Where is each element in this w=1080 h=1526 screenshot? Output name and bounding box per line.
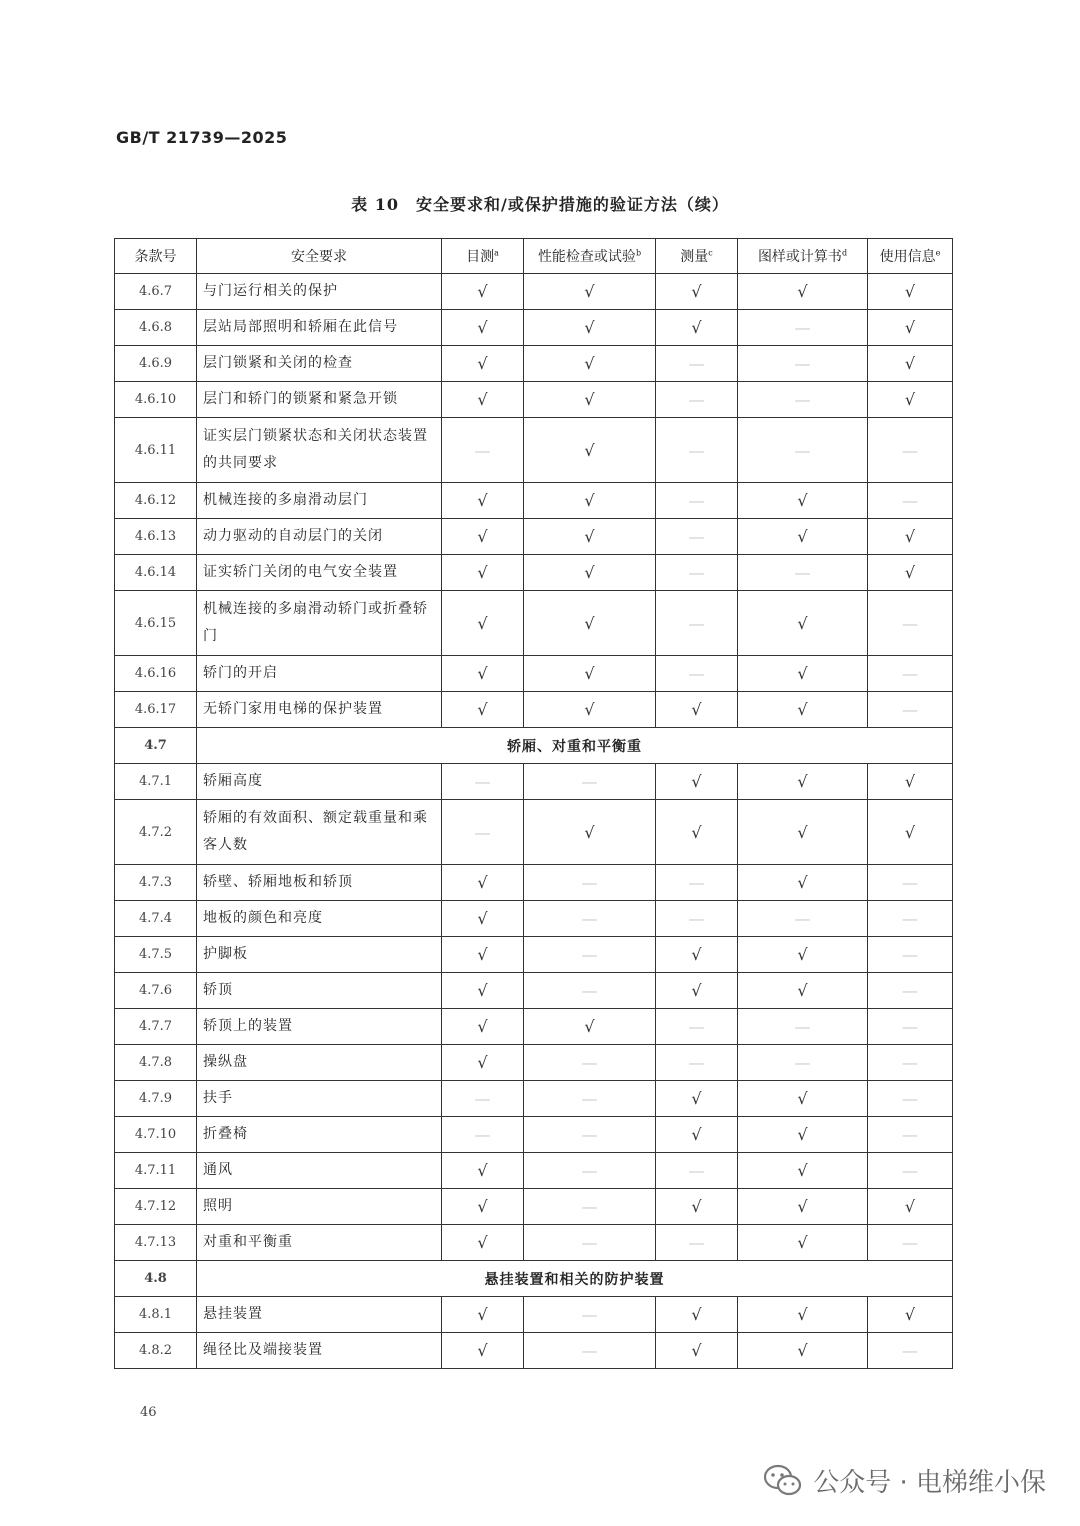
dash-mark: — — [868, 865, 953, 901]
dash-mark: — — [868, 1081, 953, 1117]
column-header: 目测$^a$ — [442, 239, 524, 274]
dash-mark: — — [524, 1333, 656, 1369]
dash-mark: — — [868, 656, 953, 692]
column-header: 安全要求 — [197, 239, 442, 274]
requirement-text: 机械连接的多扇滑动层门 — [197, 483, 442, 519]
column-header: 图样或计算书$^d$ — [738, 239, 868, 274]
section-title: 轿厢、对重和平衡重 — [197, 728, 953, 764]
check-mark: √ — [738, 1189, 868, 1225]
dash-mark: — — [656, 656, 738, 692]
dash-mark: — — [656, 1153, 738, 1189]
dash-mark: — — [868, 901, 953, 937]
table-row — [115, 346, 953, 382]
check-mark: √ — [524, 656, 656, 692]
clause-number: 4.7.4 — [115, 901, 197, 937]
requirement-text: 层站局部照明和轿厢在此信号 — [197, 310, 442, 346]
clause-number: 4.7.12 — [115, 1189, 197, 1225]
requirement-text: 机械连接的多扇滑动轿门或折叠轿门 — [197, 591, 442, 656]
standard-code: GB/T 21739—2025 — [116, 128, 288, 147]
table-row — [115, 274, 953, 310]
clause-number: 4.8 — [115, 1261, 197, 1297]
clause-number: 4.7.5 — [115, 937, 197, 973]
wechat-icon — [763, 1464, 803, 1498]
check-mark: √ — [442, 310, 524, 346]
clause-number: 4.7.9 — [115, 1081, 197, 1117]
column-header: 性能检查或试验$^b$ — [524, 239, 656, 274]
check-mark: √ — [442, 346, 524, 382]
table-row — [115, 418, 953, 483]
requirement-text: 操纵盘 — [197, 1045, 442, 1081]
clause-number: 4.6.11 — [115, 418, 197, 483]
check-mark: √ — [442, 973, 524, 1009]
dash-mark: — — [738, 1009, 868, 1045]
clause-number: 4.6.12 — [115, 483, 197, 519]
dash-mark: — — [524, 1297, 656, 1333]
table-row — [115, 937, 953, 973]
dash-mark: — — [524, 1117, 656, 1153]
requirement-text: 轿厢的有效面积、额定载重量和乘客人数 — [197, 800, 442, 865]
check-mark: √ — [738, 937, 868, 973]
clause-number: 4.7 — [115, 728, 197, 764]
requirement-text: 轿顶上的装置 — [197, 1009, 442, 1045]
check-mark: √ — [442, 901, 524, 937]
table-row — [115, 973, 953, 1009]
dash-mark: — — [442, 764, 524, 800]
dash-mark: — — [868, 1045, 953, 1081]
section-row — [115, 728, 953, 764]
table-row — [115, 1297, 953, 1333]
requirement-text: 对重和平衡重 — [197, 1225, 442, 1261]
check-mark: √ — [442, 1225, 524, 1261]
check-mark: √ — [656, 692, 738, 728]
section-title: 悬挂装置和相关的防护装置 — [197, 1261, 953, 1297]
requirement-text: 轿门的开启 — [197, 656, 442, 692]
clause-number: 4.7.3 — [115, 865, 197, 901]
clause-number: 4.8.2 — [115, 1333, 197, 1369]
dash-mark: — — [524, 1225, 656, 1261]
requirement-text: 折叠椅 — [197, 1117, 442, 1153]
requirement-text: 扶手 — [197, 1081, 442, 1117]
table-row — [115, 692, 953, 728]
requirement-text: 轿顶 — [197, 973, 442, 1009]
check-mark: √ — [868, 800, 953, 865]
check-mark: √ — [656, 310, 738, 346]
requirement-text: 绳径比及端接装置 — [197, 1333, 442, 1369]
check-mark: √ — [442, 555, 524, 591]
check-mark: √ — [738, 274, 868, 310]
dash-mark: — — [442, 1081, 524, 1117]
dash-mark: — — [868, 1117, 953, 1153]
table-row — [115, 1153, 953, 1189]
table-row — [115, 591, 953, 656]
check-mark: √ — [868, 346, 953, 382]
check-mark: √ — [524, 382, 656, 418]
clause-number: 4.6.14 — [115, 555, 197, 591]
watermark — [763, 1462, 1046, 1499]
dash-mark: — — [738, 310, 868, 346]
dash-mark: — — [524, 1081, 656, 1117]
check-mark: √ — [656, 937, 738, 973]
dash-mark: — — [656, 382, 738, 418]
check-mark: √ — [524, 1009, 656, 1045]
dash-mark: — — [442, 800, 524, 865]
check-mark: √ — [442, 937, 524, 973]
clause-number: 4.7.1 — [115, 764, 197, 800]
check-mark: √ — [656, 764, 738, 800]
dash-mark: — — [868, 937, 953, 973]
table-row — [115, 1225, 953, 1261]
dash-mark: — — [738, 382, 868, 418]
check-mark: √ — [524, 555, 656, 591]
check-mark: √ — [442, 274, 524, 310]
table-row — [115, 764, 953, 800]
table-row — [115, 1117, 953, 1153]
table-row — [115, 555, 953, 591]
check-mark: √ — [656, 973, 738, 1009]
check-mark: √ — [738, 692, 868, 728]
dash-mark: — — [868, 973, 953, 1009]
check-mark: √ — [738, 1153, 868, 1189]
dash-mark: — — [868, 1333, 953, 1369]
check-mark: √ — [524, 800, 656, 865]
check-mark: √ — [738, 591, 868, 656]
check-mark: √ — [524, 483, 656, 519]
dash-mark: — — [738, 1045, 868, 1081]
requirement-text: 悬挂装置 — [197, 1297, 442, 1333]
clause-number: 4.7.2 — [115, 800, 197, 865]
clause-number: 4.7.8 — [115, 1045, 197, 1081]
clause-number: 4.6.15 — [115, 591, 197, 656]
table-row — [115, 865, 953, 901]
check-mark: √ — [442, 1189, 524, 1225]
check-mark: √ — [524, 692, 656, 728]
check-mark: √ — [738, 1117, 868, 1153]
dash-mark: — — [524, 1153, 656, 1189]
dash-mark: — — [656, 519, 738, 555]
dash-mark: — — [524, 1189, 656, 1225]
check-mark: √ — [656, 1333, 738, 1369]
check-mark: √ — [738, 1297, 868, 1333]
check-mark: √ — [656, 800, 738, 865]
check-mark: √ — [868, 1297, 953, 1333]
check-mark: √ — [524, 418, 656, 483]
dash-mark: — — [442, 418, 524, 483]
dash-mark: — — [738, 418, 868, 483]
check-mark: √ — [524, 310, 656, 346]
dash-mark: — — [868, 1009, 953, 1045]
check-mark: √ — [738, 764, 868, 800]
clause-number: 4.7.13 — [115, 1225, 197, 1261]
check-mark: √ — [442, 865, 524, 901]
requirement-text: 动力驱动的自动层门的关闭 — [197, 519, 442, 555]
check-mark: √ — [442, 692, 524, 728]
clause-number: 4.6.17 — [115, 692, 197, 728]
dash-mark: — — [656, 1009, 738, 1045]
check-mark: √ — [738, 865, 868, 901]
requirement-text: 轿厢高度 — [197, 764, 442, 800]
table-row — [115, 1081, 953, 1117]
requirement-text: 层门锁紧和关闭的检查 — [197, 346, 442, 382]
check-mark: √ — [738, 1081, 868, 1117]
section-row — [115, 1261, 953, 1297]
requirement-text: 证实轿门关闭的电气安全装置 — [197, 555, 442, 591]
table-row — [115, 1009, 953, 1045]
dash-mark: — — [868, 1153, 953, 1189]
check-mark: √ — [442, 656, 524, 692]
requirement-text: 地板的颜色和亮度 — [197, 901, 442, 937]
clause-number: 4.6.16 — [115, 656, 197, 692]
check-mark: √ — [442, 1333, 524, 1369]
check-mark: √ — [868, 519, 953, 555]
dash-mark: — — [524, 973, 656, 1009]
column-header: 使用信息$^e$ — [868, 239, 953, 274]
clause-number: 4.6.10 — [115, 382, 197, 418]
table-row — [115, 901, 953, 937]
dash-mark: — — [868, 591, 953, 656]
check-mark: √ — [442, 519, 524, 555]
check-mark: √ — [442, 382, 524, 418]
dash-mark: — — [442, 1117, 524, 1153]
check-mark: √ — [442, 1009, 524, 1045]
clause-number: 4.7.11 — [115, 1153, 197, 1189]
check-mark: √ — [868, 310, 953, 346]
check-mark: √ — [738, 656, 868, 692]
check-mark: √ — [656, 1117, 738, 1153]
dash-mark: — — [656, 483, 738, 519]
dash-mark: — — [656, 1045, 738, 1081]
table-caption: 表 10 安全要求和/或保护措施的验证方法（续） — [351, 195, 729, 214]
table-row — [115, 519, 953, 555]
watermark-text: 公众号 · 电梯维小保 — [813, 1468, 1046, 1498]
clause-number: 4.7.10 — [115, 1117, 197, 1153]
requirement-text: 护脚板 — [197, 937, 442, 973]
check-mark: √ — [738, 519, 868, 555]
check-mark: √ — [524, 346, 656, 382]
table-row — [115, 1189, 953, 1225]
dash-mark: — — [656, 346, 738, 382]
table-body — [115, 274, 953, 1369]
dash-mark: — — [656, 555, 738, 591]
verification-table — [114, 238, 953, 1369]
check-mark: √ — [442, 591, 524, 656]
clause-number: 4.6.7 — [115, 274, 197, 310]
dash-mark: — — [524, 865, 656, 901]
dash-mark: — — [524, 937, 656, 973]
clause-number: 4.8.1 — [115, 1297, 197, 1333]
table-row — [115, 1045, 953, 1081]
check-mark: √ — [524, 519, 656, 555]
table-header-row — [115, 239, 953, 274]
dash-mark: — — [868, 418, 953, 483]
dash-mark: — — [738, 555, 868, 591]
check-mark: √ — [738, 483, 868, 519]
dash-mark: — — [524, 901, 656, 937]
table-row — [115, 310, 953, 346]
check-mark: √ — [738, 800, 868, 865]
dash-mark: — — [524, 764, 656, 800]
dash-mark: — — [868, 692, 953, 728]
requirement-text: 通风 — [197, 1153, 442, 1189]
table-row — [115, 656, 953, 692]
check-mark: √ — [738, 1225, 868, 1261]
check-mark: √ — [738, 973, 868, 1009]
clause-number: 4.7.7 — [115, 1009, 197, 1045]
check-mark: √ — [442, 1045, 524, 1081]
check-mark: √ — [442, 1153, 524, 1189]
requirement-text: 证实层门锁紧状态和关闭状态装置的共同要求 — [197, 418, 442, 483]
check-mark: √ — [868, 382, 953, 418]
dash-mark: — — [656, 591, 738, 656]
check-mark: √ — [738, 1333, 868, 1369]
dash-mark: — — [524, 1045, 656, 1081]
dash-mark: — — [656, 865, 738, 901]
check-mark: √ — [868, 555, 953, 591]
check-mark: √ — [524, 274, 656, 310]
column-header: 条款号 — [115, 239, 197, 274]
clause-number: 4.6.8 — [115, 310, 197, 346]
dash-mark: — — [656, 418, 738, 483]
requirement-text: 轿壁、轿厢地板和轿顶 — [197, 865, 442, 901]
column-header: 测量$^c$ — [656, 239, 738, 274]
table-row — [115, 382, 953, 418]
dash-mark: — — [868, 1225, 953, 1261]
check-mark: √ — [656, 1189, 738, 1225]
requirement-text: 层门和轿门的锁紧和紧急开锁 — [197, 382, 442, 418]
clause-number: 4.7.6 — [115, 973, 197, 1009]
requirement-text: 与门运行相关的保护 — [197, 274, 442, 310]
dash-mark: — — [868, 483, 953, 519]
check-mark: √ — [868, 764, 953, 800]
dash-mark: — — [738, 346, 868, 382]
check-mark: √ — [442, 483, 524, 519]
dash-mark: — — [656, 901, 738, 937]
dash-mark: — — [738, 901, 868, 937]
dash-mark: — — [656, 1225, 738, 1261]
check-mark: √ — [868, 1189, 953, 1225]
check-mark: √ — [524, 591, 656, 656]
clause-number: 4.6.9 — [115, 346, 197, 382]
check-mark: √ — [442, 1297, 524, 1333]
requirement-text: 无轿门家用电梯的保护装置 — [197, 692, 442, 728]
check-mark: √ — [656, 1081, 738, 1117]
table-row — [115, 800, 953, 865]
check-mark: √ — [656, 1297, 738, 1333]
clause-number: 4.6.13 — [115, 519, 197, 555]
page-number: 46 — [140, 1405, 157, 1420]
table-row — [115, 483, 953, 519]
check-mark: √ — [656, 274, 738, 310]
table-row — [115, 1333, 953, 1369]
check-mark: √ — [868, 274, 953, 310]
requirement-text: 照明 — [197, 1189, 442, 1225]
